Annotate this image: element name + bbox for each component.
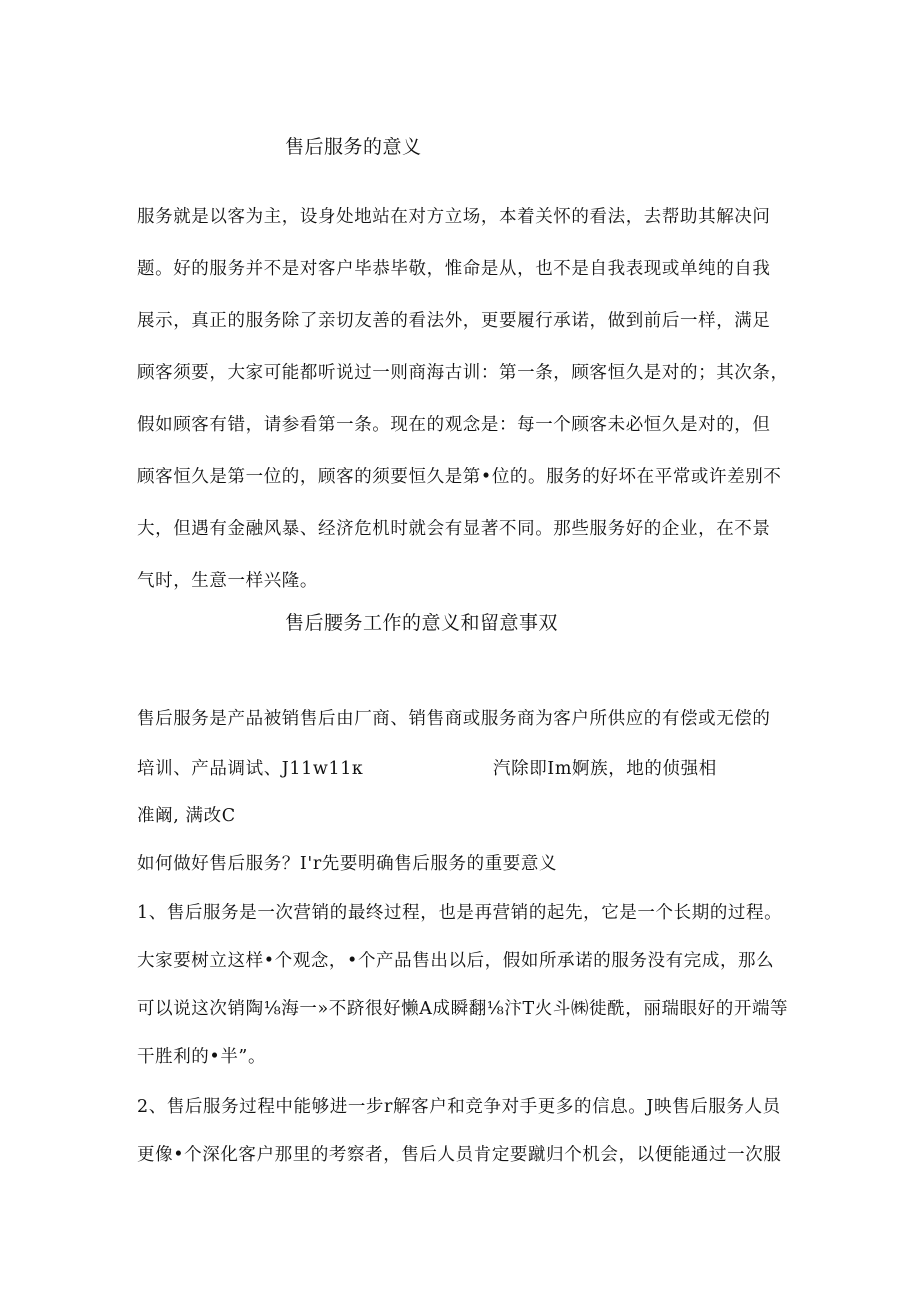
paragraph-line: 假如顾客有错，请参看第一条。现在的观念是：每一个顾客未必恒久是对的，但 (137, 415, 771, 435)
paragraph-line-fragment: 汽除即Im婀族，地的侦强相 (493, 759, 717, 779)
paragraph-line: 气时，生意一样兴隆。 (137, 571, 318, 591)
heading-work-significance: 售后腰务工作的意义和留意事双 (285, 612, 559, 634)
paragraph-line: 题。好的服务并不是对客户毕恭毕敬，惟命是从，也不是自我表现或单纯的自我 (137, 259, 771, 279)
paragraph-line: 大，但遇有金融风暴、经济危机时就会有显著不同。那些服务好的企业，在不景 (137, 519, 771, 539)
list-item-line: 2、售后服务过程中能够进一步r解客户和竞争对手更多的信息。J映售后服务人员 (137, 1097, 781, 1117)
paragraph-line: 顾客须要，大家可能都听说过一则商海古训：第一条，顾客恒久是对的；其次条， (137, 363, 789, 383)
heading-significance: 售后服务的意义 (285, 136, 422, 158)
paragraph-line: 培训、产品调试、J11w11κ (137, 759, 364, 779)
list-item-line: 大家要树立这样•个观念，•个产品售出以后，假如所承诺的服务没有完成，那么 (137, 951, 775, 971)
list-item-line: 1、售后服务是一次营销的最终过程，也是再营销的起先，它是一个长期的过程。 (137, 903, 783, 923)
paragraph-line: 准阚, 满改C (137, 806, 236, 826)
paragraph-line: 售后服务是产品被销售后由厂商、销售商或服务商为客户所供应的有偿或无偿的 (137, 709, 771, 729)
paragraph-line: 展示，真正的服务除了亲切友善的看法外，更要履行承诺，做到前后一样，满足 (137, 311, 771, 331)
list-item-line: 干胜利的•半”。 (137, 1047, 267, 1067)
list-item-line: 可以说这次销陶⅛海一»不跻很好懒A成瞬翻⅛汴T火斗㈱徙酰，丽瑞眼好的开端等 (137, 999, 789, 1019)
question-line: 如何做好售后服务？I'r先要明确售后服务的重要意义 (137, 854, 558, 874)
list-item-line: 更像•个深化客户那里的考察者，售后人员肯定要蹴归个机会，以便能通过一次服 (137, 1145, 782, 1165)
paragraph-line: 服务就是以客为主，设身处地站在对方立场，本着关怀的看法，去帮助其解决问 (137, 207, 771, 227)
paragraph-line: 顾客恒久是第一位的，顾客的须要恒久是第•位的。服务的好坏在平常或许差别不 (137, 467, 782, 487)
